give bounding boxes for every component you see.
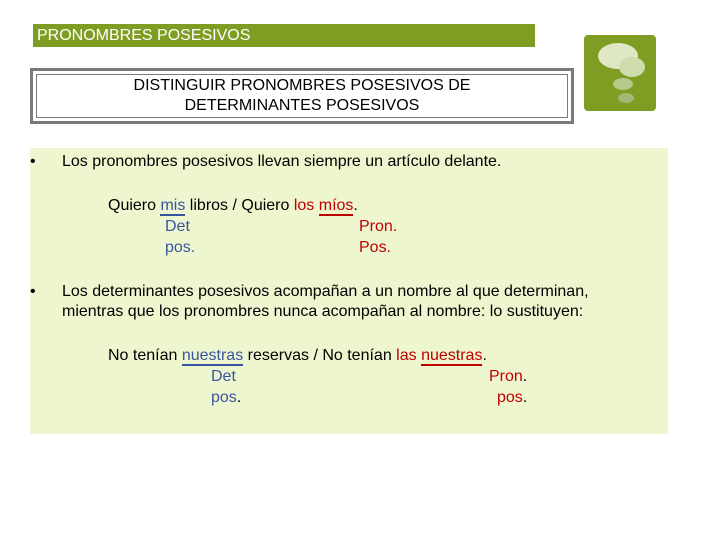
pronoun-pos-label: Pos. <box>359 239 392 256</box>
bullet-marker: • <box>30 283 36 300</box>
example-text: Quiero <box>108 197 161 214</box>
article-word: las <box>396 347 422 364</box>
example-punctuation: . <box>482 347 487 364</box>
pronoun-label <box>489 366 527 387</box>
determinant-pos-label: pos. <box>165 239 196 256</box>
pronoun-pos-label <box>497 387 527 408</box>
bullet-text-line-1: Los determinantes posesivos acompañan a un nombre al que determinan, <box>62 283 589 300</box>
determinant-label-text: Det <box>211 368 236 385</box>
pronoun-label: Pron. <box>359 218 398 235</box>
determinant-word: nuestras <box>181 347 244 364</box>
example-sentence <box>108 345 487 366</box>
subtitle-line-2: DETERMINANTES POSESIVOS <box>184 97 420 114</box>
example-sentence <box>108 195 358 216</box>
subtitle-inner <box>36 74 568 118</box>
article-word: los <box>293 197 319 214</box>
content-panel <box>30 148 668 434</box>
determinant-label: Det <box>165 218 190 235</box>
pronoun-word: míos <box>318 197 354 214</box>
pronoun-word: nuestras <box>421 347 483 364</box>
bullet-marker: • <box>30 153 36 170</box>
page-title: PRONOMBRES POSESIVOS <box>30 24 535 47</box>
example-text: reservas / No tenían <box>243 347 397 364</box>
subtitle-line-1: DISTINGUIR PRONOMBRES POSESIVOS DE <box>133 77 471 94</box>
subtitle-box <box>30 68 574 124</box>
pronoun-pos-text: pos <box>497 389 523 406</box>
pronoun-label-text: Pron <box>489 368 523 385</box>
speech-bubbles-icon <box>584 35 656 111</box>
example-text: No tenían <box>108 347 182 364</box>
bullet-text <box>62 282 662 322</box>
label-punctuation: . <box>522 389 528 406</box>
determinant-pos-text: pos <box>211 389 237 406</box>
bullet-text: Los pronombres posesivos llevan siempre un artículo delante. <box>62 153 502 170</box>
label-punctuation: . <box>236 389 242 406</box>
example-punctuation: . <box>353 197 358 214</box>
determinant-word: mis <box>160 197 186 214</box>
bullet-text-line-2: mientras que los pronombres nunca acompañan al nombre: lo sustituyen: <box>62 303 584 320</box>
determinant-pos-label <box>211 387 241 408</box>
determinant-label <box>211 366 236 387</box>
label-punctuation: . <box>522 368 528 385</box>
example-text: libros / Quiero <box>185 197 294 214</box>
